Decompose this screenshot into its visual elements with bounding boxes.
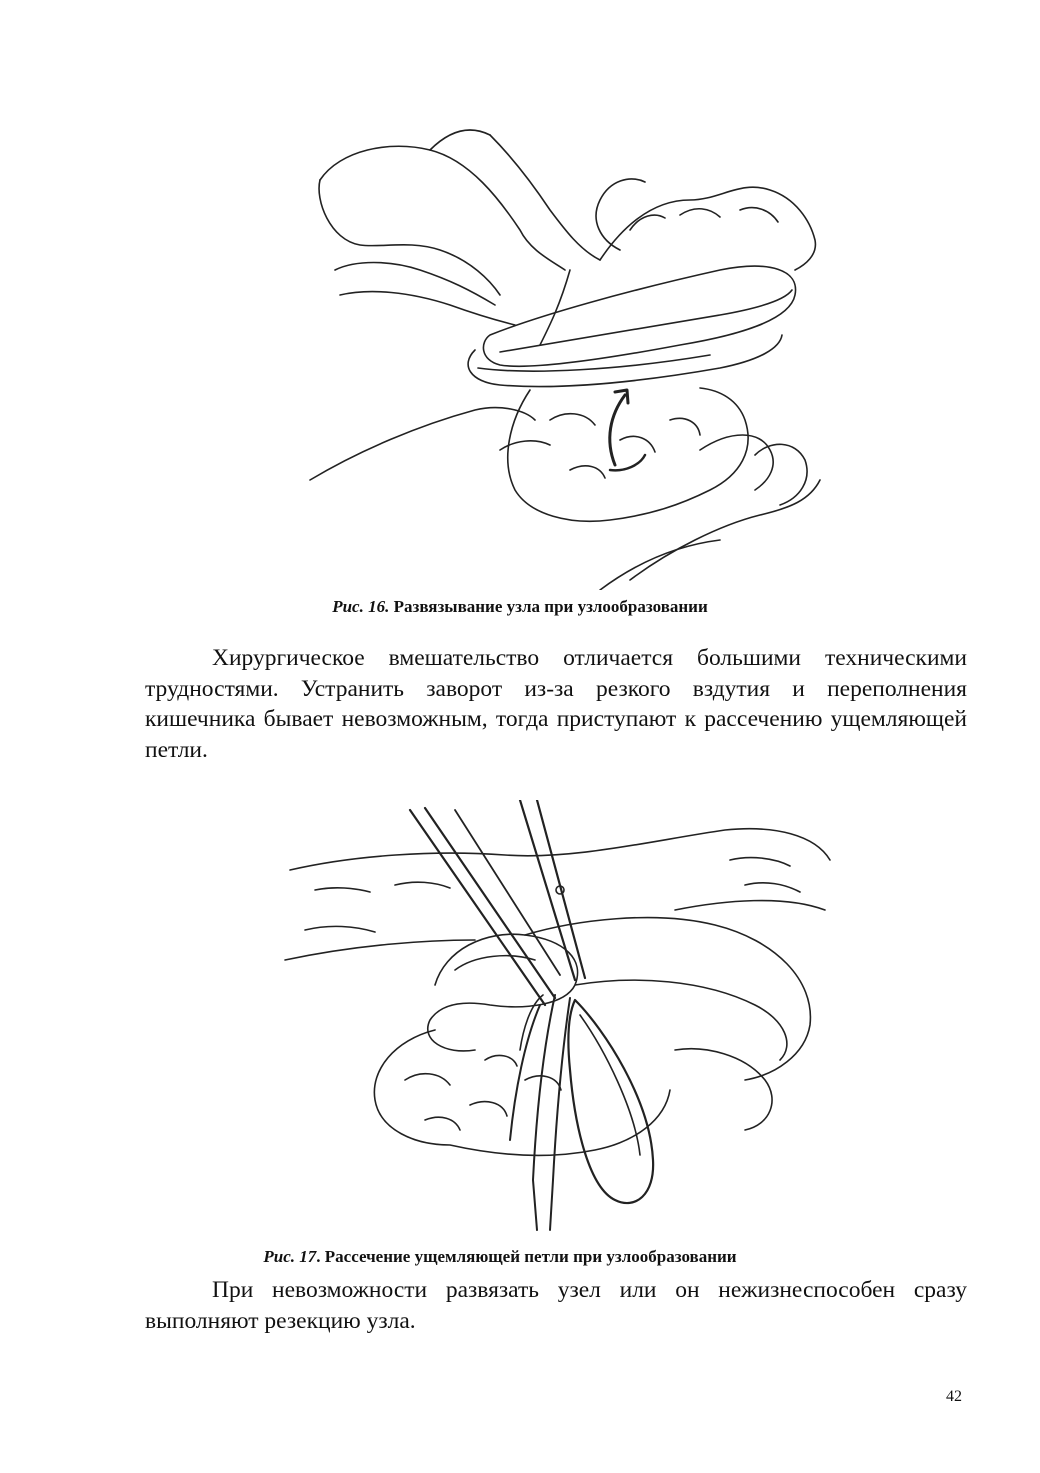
page-number: 42 — [946, 1388, 962, 1405]
paragraph: При невозможности развязать узел или он нежизнеспособен сразу выполняют резекцию узла. — [145, 1277, 967, 1334]
caption-number: Рис. 16. — [332, 597, 390, 616]
figure-17-caption — [0, 1247, 1020, 1267]
figure-16-caption — [0, 597, 1040, 617]
figure-17-illustration — [275, 800, 835, 1240]
caption-text: Развязывание узла при узлообразовании — [389, 597, 708, 616]
figure-16-illustration — [300, 120, 830, 590]
caption-text: . Рассечение ущемляющей петли при узлообразовании — [316, 1247, 737, 1266]
paragraph: Хирургическое вмешательство отличается большими техническими трудностями. Устранить заворот из-за резкого вздутия и переполнения кишечника бывает невозможным, тогда приступают к рассечению ущемляющей петли. — [145, 645, 967, 763]
caption-number: Рис. 17 — [263, 1247, 317, 1266]
